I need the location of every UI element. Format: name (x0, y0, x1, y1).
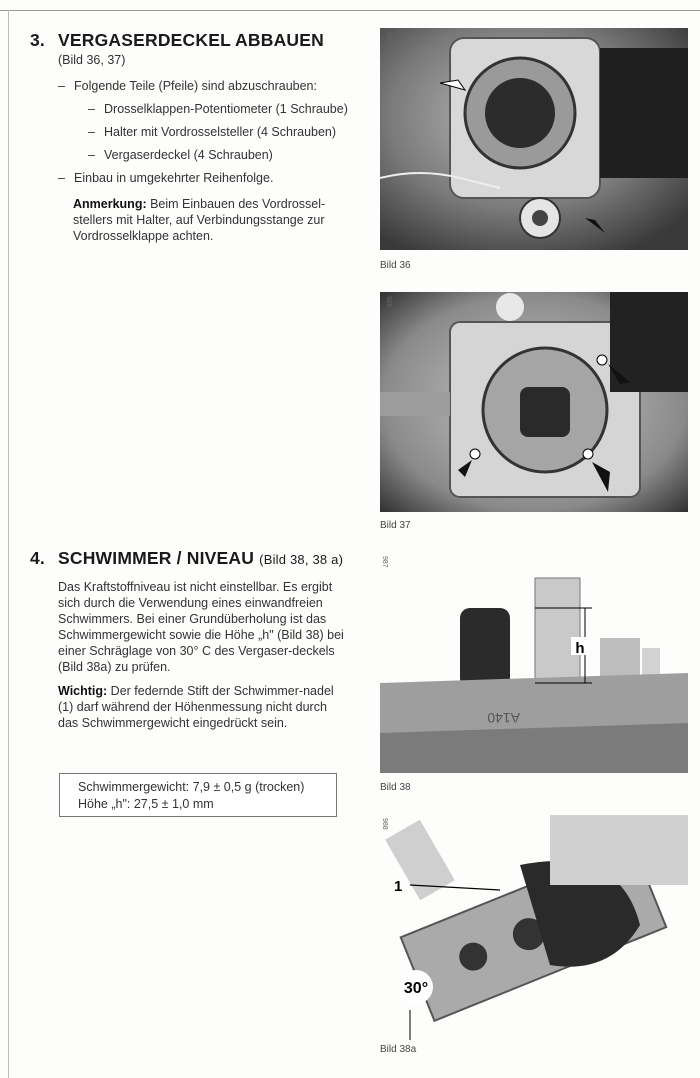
spec-box (59, 773, 337, 817)
part-stamp: A140 (487, 710, 520, 726)
section-title: SCHWIMMER / NIVEAU (58, 548, 255, 568)
figure-38a-photo (380, 815, 688, 1040)
section-4-heading (30, 548, 350, 569)
spec-float-weight: Schwimmergewicht: 7,9 ± 0,5 g (trocken) (78, 780, 305, 794)
note-text: Beim Einbauen des Vordrossel-stellers mit Halter, auf Verbindungsstange zur Vordrosselklappe achten. (73, 197, 326, 243)
list-item (58, 75, 350, 167)
section-title: VERGASERDECKEL ABBAUEN (58, 30, 324, 50)
section-3 (30, 30, 350, 244)
figure-38-photo (380, 553, 688, 773)
page-edge (8, 10, 9, 1078)
figure-38-caption: Bild 38 (380, 782, 411, 793)
warning-label: Wichtig: (58, 684, 108, 698)
figure-38a-caption: Bild 38a (380, 1044, 417, 1055)
page-border (0, 10, 700, 11)
figure-id: 985 (385, 32, 392, 44)
figure-id: 986 (385, 296, 392, 308)
figure-id: 988 (381, 818, 388, 830)
dimension-h-label: h (575, 640, 585, 657)
figure-37-caption: Bild 37 (380, 520, 411, 531)
figure-36-photo (380, 28, 688, 250)
body-paragraph: Das Kraftstoffniveau ist nicht einstellbar. Es ergibt sich durch die Verwendung eines einwandfreien Schwimmers. Bei einer Grundüberholung ist das Schwimmergewicht sowie die Höhe „h" (Bild 38) bei einer Schräglage von 30° C des Vergaser-deckels (Bild 38a) zu prüfen. (58, 580, 344, 674)
list-item: – Einbau in umgekehrter Reihenfolge. (58, 167, 350, 190)
sub-list-item: – Halter mit Vordrosselsteller (4 Schrauben) (88, 121, 350, 144)
warning-text: Der federnde Stift der Schwimmer-nadel (1) darf während der Höhenmessung nicht durch das Schwimmergewicht eingedrückt sein. (58, 684, 334, 730)
note-label: Anmerkung: (73, 197, 147, 211)
section-reference: (Bild 36, 37) (58, 53, 126, 67)
sub-list-item: – Vergaserdeckel (4 Schrauben) (88, 144, 350, 167)
figure-37-photo (380, 292, 688, 512)
angle-label: 30° (403, 980, 429, 997)
section-3-heading (30, 30, 350, 51)
sub-list-item: – Drosselklappen-Potentiometer (1 Schraube) (88, 98, 350, 121)
warning-paragraph (58, 683, 350, 731)
section-number: 4. (30, 548, 45, 568)
list-item-text: Folgende Teile (Pfeile) sind abzuschrauben: (74, 79, 317, 93)
spec-height: Höhe „h": 27,5 ± 1,0 mm (78, 797, 214, 811)
part-label-1: 1 (394, 878, 403, 895)
figure-id: 987 (381, 556, 388, 568)
section-reference: (Bild 38, 38 a) (259, 552, 344, 567)
figure-36-caption: Bild 36 (380, 260, 411, 271)
section-number: 3. (30, 30, 45, 50)
note-paragraph (73, 196, 350, 244)
section-4 (30, 548, 350, 811)
